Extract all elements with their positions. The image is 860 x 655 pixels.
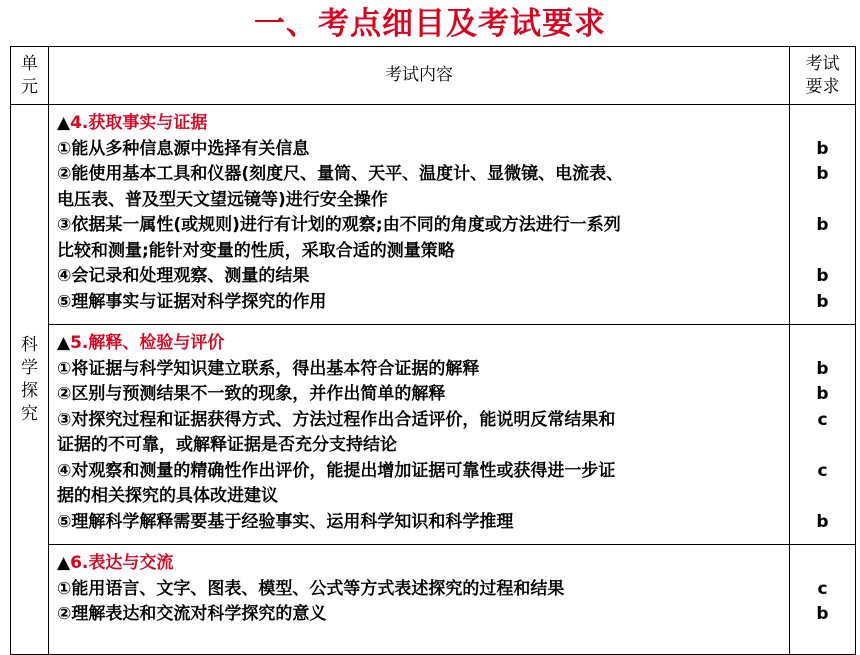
requirement-level (790, 111, 855, 137)
section-content (49, 545, 790, 655)
content-line: 电压表、普及型天文望远镜等)进行安全操作 (57, 189, 388, 210)
requirement-level: b (816, 358, 829, 379)
section-title-text: 4.获取事实与证据 (70, 113, 208, 133)
unit-char: 探 (21, 380, 38, 401)
section-title (57, 551, 789, 577)
section-title-text: 5.解释、检验与评价 (70, 333, 225, 353)
content-line: ③依据某一属性(或规则)进行有计划的观察;由不同的角度或方法进行一系列 (57, 215, 621, 235)
header-requirement-line: 要求 (805, 76, 840, 97)
content-line: ⑤理解事实与证据对科学探究的作用 (57, 291, 327, 312)
section-title (57, 111, 789, 137)
section-title (57, 331, 789, 357)
requirement-level: b (816, 604, 829, 624)
requirement-cell (790, 325, 856, 545)
content-line: ①将证据与科学知识建立联系，得出基本符合证据的解释 (57, 358, 480, 379)
section-row (11, 325, 856, 545)
unit-char: 学 (21, 357, 38, 378)
requirement-level (790, 239, 855, 265)
content-line: ③对探究过程和证据获得方式、方法过程作出合适评价，能说明反常结果和 (57, 409, 616, 430)
content-line: ②区别与预测结果不一致的现象，并作出简单的解释 (57, 384, 446, 404)
content-line: ④对观察和测量的精确性作出评价，能提出增加证据可靠性或获得进一步证 (57, 460, 616, 481)
header-unit-char: 元 (21, 76, 38, 97)
triangle-icon: ▲ (57, 333, 71, 353)
table-header-row (11, 47, 856, 105)
section-content (49, 105, 790, 325)
requirement-level: b (816, 511, 829, 532)
content-line: ②能使用基本工具和仪器(刻度尺、量筒、天平、温度计、显微镜、电流表、 (57, 164, 624, 184)
requirement-level: b (816, 384, 829, 404)
content-line: 据的相关探究的具体改进建议 (57, 486, 278, 506)
section-row (11, 545, 856, 655)
header-requirement-line: 考试 (805, 53, 840, 74)
header-content: 考试内容 (49, 47, 790, 105)
requirement-level: b (816, 164, 829, 184)
requirement-cell (790, 545, 856, 655)
header-unit (11, 47, 49, 105)
requirement-level (790, 433, 855, 459)
requirement-level (790, 331, 855, 357)
triangle-icon: ▲ (57, 113, 71, 133)
header-unit-char: 单 (21, 53, 38, 74)
section-row (11, 105, 856, 325)
content-line: ④会记录和处理观察、测量的结果 (57, 266, 310, 286)
requirement-level: b (816, 138, 829, 159)
requirement-level: c (817, 460, 828, 481)
requirement-level: b (816, 266, 829, 286)
header-requirement (790, 47, 856, 105)
content-line: 证据的不可靠，或解释证据是否充分支持结论 (57, 435, 397, 455)
requirement-level (790, 484, 855, 510)
unit-char: 科 (21, 334, 38, 355)
requirement-level (790, 551, 855, 577)
requirement-cell (790, 105, 856, 325)
requirement-level: c (817, 578, 828, 599)
content-line: ①能从多种信息源中选择有关信息 (57, 138, 310, 159)
unit-cell (11, 105, 49, 655)
content-line: ①能用语言、文字、图表、模型、公式等方式表述探究的过程和结果 (57, 578, 565, 599)
content-line: ⑤理解科学解释需要基于经验事实、运用科学知识和科学推理 (57, 511, 514, 532)
section-title-text: 6.表达与交流 (70, 553, 174, 573)
triangle-icon: ▲ (57, 553, 71, 573)
section-content (49, 325, 790, 545)
unit-char: 究 (21, 403, 38, 424)
exam-requirements-table (10, 46, 856, 655)
page-title: 一、考点细目及考试要求 (254, 6, 606, 42)
content-line: 比较和测量;能针对变量的性质，采取合适的测量策略 (57, 240, 455, 261)
requirement-level: c (817, 409, 828, 430)
requirement-level: b (816, 291, 829, 312)
requirement-level (790, 188, 855, 214)
requirement-level: b (816, 215, 829, 235)
content-line: ②理解表达和交流对科学探究的意义 (57, 604, 327, 624)
